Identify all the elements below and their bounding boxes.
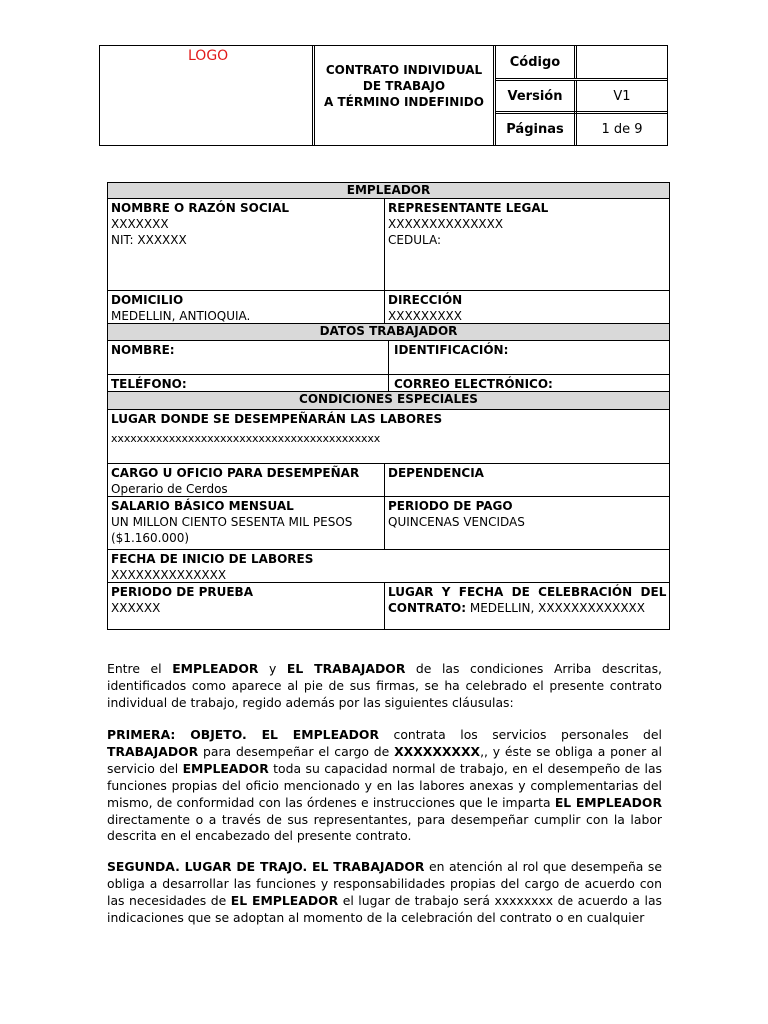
codigo-value xyxy=(577,46,667,79)
periodo-prueba-label: PERIODO DE PRUEBA xyxy=(111,585,253,599)
fecha-inicio-value: XXXXXXXXXXXXXX xyxy=(111,568,227,582)
document-header xyxy=(99,45,668,146)
nombre-razon-value: XXXXXXX xyxy=(111,217,169,231)
celebracion-value: MEDELLIN, XXXXXXXXXXXXX xyxy=(466,601,645,615)
representante-label: REPRESENTANTE LEGAL xyxy=(388,201,549,215)
title-line-3: A TÉRMINO INDEFINIDO xyxy=(324,95,484,109)
text-run: EL EMPLEADOR xyxy=(230,892,339,908)
paginas-value: 1 de 9 xyxy=(601,122,643,137)
logo-cell xyxy=(100,46,315,145)
salario-value-number: ($1.160.000) xyxy=(111,531,190,545)
clause-primera xyxy=(107,727,662,845)
telefono-label: TELÉFONO: xyxy=(111,377,187,391)
document-title xyxy=(315,46,496,145)
representante-value: XXXXXXXXXXXXXX xyxy=(388,217,504,231)
text-run: en atención al rol que desempeña se obliga a desarrollar las funciones y responsabilidades propias del cargo de acuerdo con las necesidades de xyxy=(107,859,662,908)
trabajador-nombre-label: NOMBRE: xyxy=(111,343,175,357)
text-run: toda su capacidad normal de trabajo, en el desempeño de las funciones propias del oficio mencionado y en las labores anexas y complementarias del mismo, de conformidad con las órdenes e instrucciones que le imparta xyxy=(107,760,662,810)
paginas-label: Páginas xyxy=(496,113,577,146)
lugar-label: LUGAR DONDE SE DESEMPEÑARÁN LAS LABORES xyxy=(111,412,443,426)
cargo-label: CARGO U OFICIO PARA DESEMPEÑAR xyxy=(111,466,360,480)
direccion-label: DIRECCIÓN xyxy=(388,293,463,307)
cedula-label: CEDULA: xyxy=(388,233,441,247)
clause-segunda xyxy=(107,859,662,927)
salario-row xyxy=(108,497,669,550)
trabajador-row-1 xyxy=(108,341,669,375)
lugar-value: xxxxxxxxxxxxxxxxxxxxxxxxxxxxxxxxxxxxxxxxxx xyxy=(111,432,381,445)
text-run: XXXXXXXXX xyxy=(394,743,481,759)
text-run: SEGUNDA. LUGAR DE TRAJO. EL TRABAJADOR xyxy=(107,859,425,874)
text-run: TRABAJADOR xyxy=(107,743,199,759)
text-run: EL EMPLEADOR xyxy=(554,794,662,810)
text-run: para desempeñar el cargo de xyxy=(198,743,395,759)
correo-label: CORREO ELECTRÓNICO: xyxy=(394,377,553,391)
fecha-inicio-label: FECHA DE INICIO DE LABORES xyxy=(111,552,314,566)
condiciones-heading: CONDICIONES ESPECIALES xyxy=(108,392,669,410)
text-run: ,, y éste se obliga a poner al servicio del xyxy=(107,743,662,776)
text-run: PRIMERA: OBJETO. EL EMPLEADOR xyxy=(107,727,379,742)
version-label: Versión xyxy=(496,80,577,113)
identificacion-label: IDENTIFICACIÓN: xyxy=(394,343,509,357)
text-run: EMPLEADOR xyxy=(172,661,259,676)
empleador-row-2 xyxy=(108,291,669,324)
title-line-2: DE TRABAJO xyxy=(362,79,446,93)
cargo-value: Operario de Cerdos xyxy=(111,482,228,496)
cargo-row xyxy=(108,464,669,497)
intro-paragraph xyxy=(107,661,662,712)
nombre-razon-label: NOMBRE O RAZÓN SOCIAL xyxy=(111,201,290,215)
text-run: EL TRABAJADOR xyxy=(286,661,406,676)
salario-label: SALARIO BÁSICO MENSUAL xyxy=(111,499,294,513)
periodo-prueba-value: XXXXXX xyxy=(111,601,161,615)
contract-data-table xyxy=(107,182,670,630)
logo-placeholder: LOGO xyxy=(188,48,229,64)
version-value: V1 xyxy=(613,89,631,104)
lugar-row xyxy=(108,410,669,464)
periodo-pago-value: QUINCENAS VENCIDAS xyxy=(388,515,525,529)
text-run: EMPLEADOR xyxy=(182,760,269,776)
periodo-pago-label: PERIODO DE PAGO xyxy=(388,499,513,513)
prueba-row xyxy=(108,583,669,629)
empleador-row-1 xyxy=(108,199,669,291)
domicilio-label: DOMICILIO xyxy=(111,293,184,307)
domicilio-value: MEDELLIN, ANTIOQUIA. xyxy=(111,309,251,323)
text-run: directamente o a través de sus representantes, para desempeñar cumplir con la labor descrita en el encabezado del presente contrato. xyxy=(107,811,662,844)
text-run: Entre el xyxy=(107,661,173,676)
direccion-value: XXXXXXXXX xyxy=(388,309,462,323)
contrato-label: CONTRATO: xyxy=(388,601,467,615)
dependencia-label: DEPENDENCIA xyxy=(388,466,484,480)
trabajador-row-2 xyxy=(108,375,669,392)
nit-value: NIT: XXXXXX xyxy=(111,233,187,247)
fecha-inicio-row xyxy=(108,550,669,583)
celebracion-label: LUGAR Y FECHA DE CELEBRACIÓN DEL xyxy=(388,585,667,599)
empleador-heading: EMPLEADOR xyxy=(108,183,669,199)
text-run: de las condiciones Arriba descritas, identificados como aparece al pie de sus firmas, se ha celebrado el presente contrato individual de trabajo, regido además por las siguientes cláusulas: xyxy=(107,661,662,710)
text-run: contrata los servicios personales del xyxy=(379,727,662,742)
salario-value-text: UN MILLON CIENTO SESENTA MIL PESOS xyxy=(111,515,353,529)
text-run: y xyxy=(258,661,287,676)
text-run: el lugar de trabajo será xxxxxxxx de acuerdo a las indicaciones que se adoptan al momento de la celebración del contrato o en cualquier xyxy=(107,892,662,925)
trabajador-heading: DATOS TRABAJADOR xyxy=(108,324,669,341)
title-line-1: CONTRATO INDIVIDUAL xyxy=(325,63,483,77)
codigo-label: Código xyxy=(496,46,577,79)
